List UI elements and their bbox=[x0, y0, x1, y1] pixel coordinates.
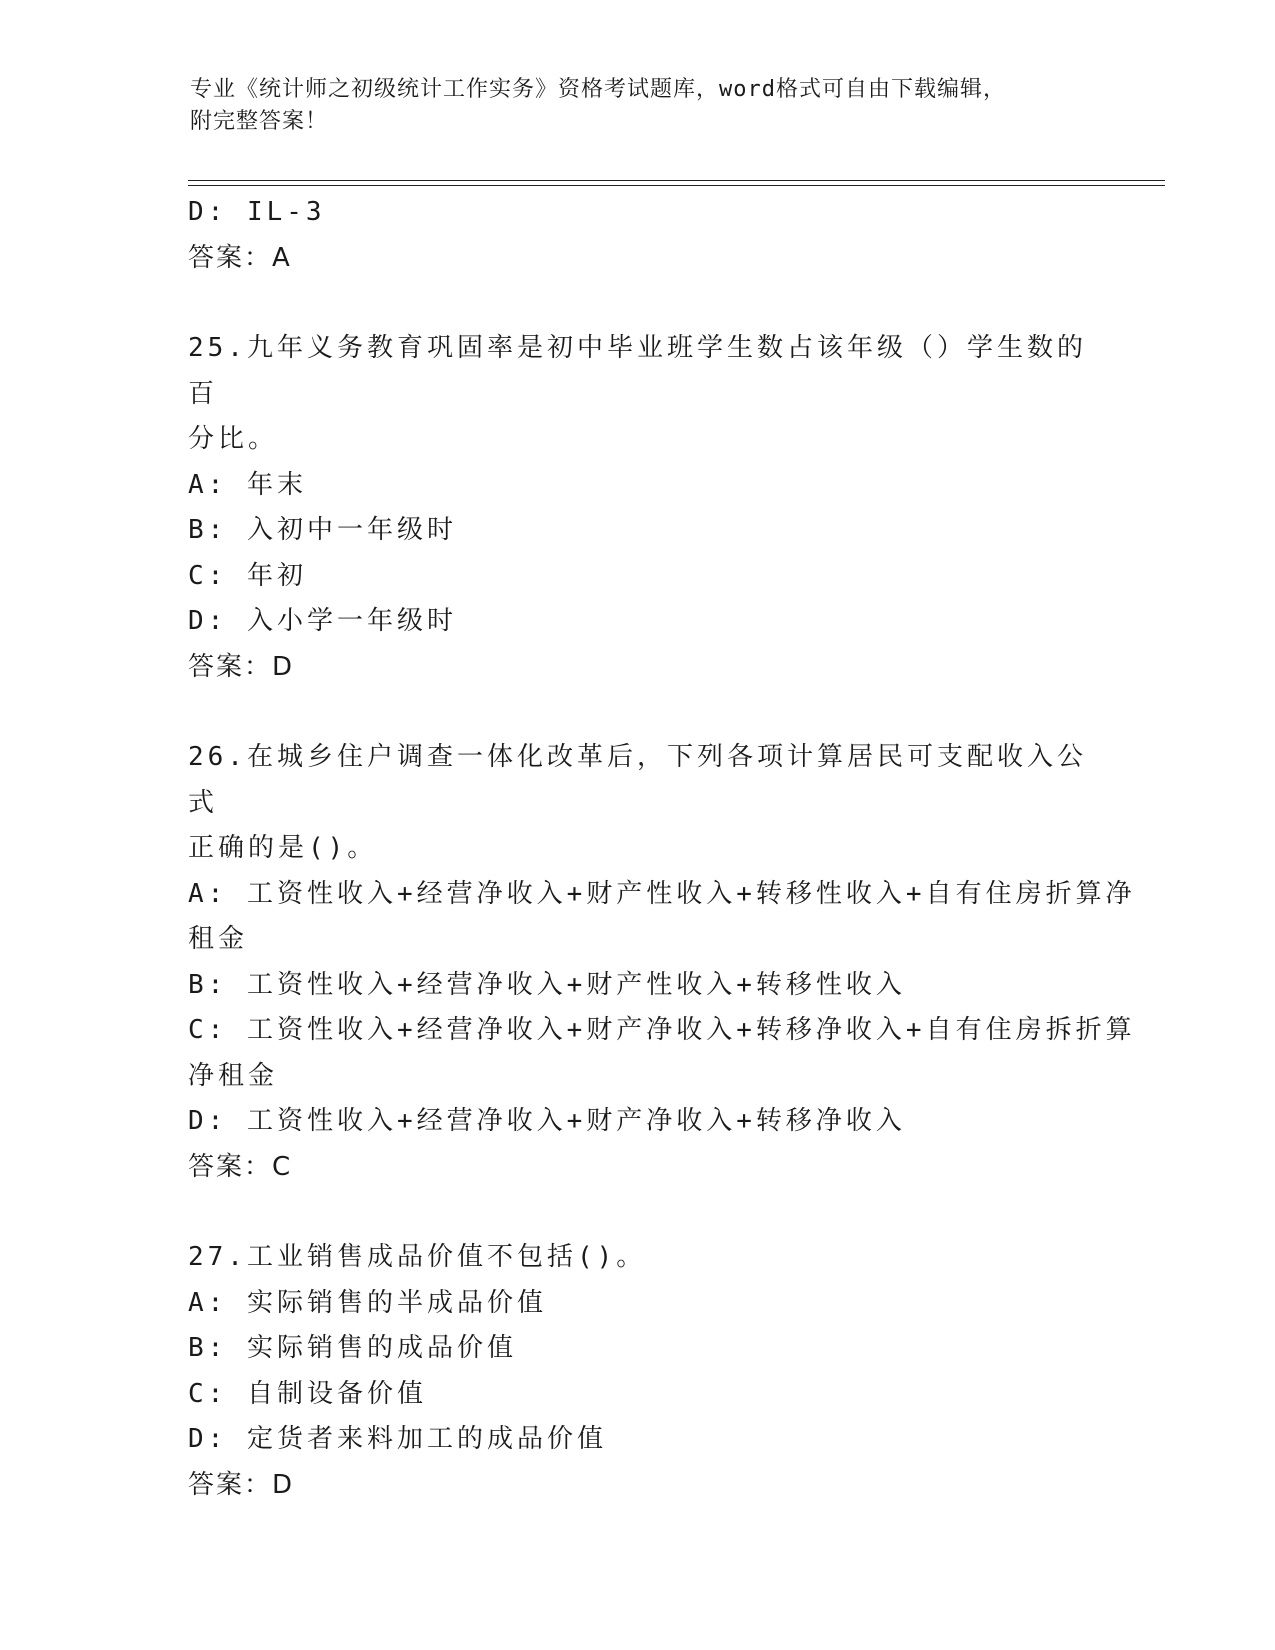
option-b: B: 工资性收入+经营净收入+财产性收入+转移性收入 bbox=[188, 969, 906, 1000]
option-b: B: 实际销售的成品价值 bbox=[188, 1333, 517, 1363]
question-stem-line-1: 25.九年义务教育巩固率是初中毕业班学生数占该年级（）学生数的百 bbox=[188, 333, 1087, 409]
header-rule-bottom bbox=[188, 185, 1165, 186]
option-a: A: 工资性收入+经营净收入+财产性收入+转移性收入+自有住房折算净 bbox=[188, 878, 1136, 909]
question-27 bbox=[188, 1235, 1088, 1508]
option-c: C: 年初 bbox=[188, 560, 307, 591]
option-d: D: 定货者来料加工的成品价值 bbox=[188, 1424, 607, 1454]
option-c: C: 工资性收入+经营净收入+财产净收入+转移净收入+自有住房拆折算 bbox=[188, 1015, 1136, 1045]
document-header bbox=[190, 74, 1090, 138]
question-26 bbox=[188, 735, 1136, 1190]
header-rule-top bbox=[188, 180, 1165, 181]
option-c: C: 自制设备价值 bbox=[188, 1378, 427, 1409]
question-stem-line-1: 26.在城乡住户调查一体化改革后，下列各项计算居民可支配收入公式 bbox=[188, 742, 1087, 818]
answer-line: 答案：C bbox=[188, 1151, 293, 1182]
option-d: D: 工资性收入+经营净收入+财产净收入+转移净收入 bbox=[188, 1106, 906, 1136]
option-d: D: 入小学一年级时 bbox=[188, 606, 457, 636]
option-a: A: 实际销售的半成品价值 bbox=[188, 1287, 547, 1318]
answer-line: 答案：A bbox=[188, 242, 292, 273]
question-stem-line-2: 分比。 bbox=[188, 424, 279, 454]
option-c-continued: 净租金 bbox=[188, 1060, 279, 1091]
header-line-1: 专业《统计师之初级统计工作实务》资格考试题库，word格式可自由下载编辑， bbox=[190, 77, 1006, 102]
option-d: D: IL-3 bbox=[188, 197, 326, 227]
question-25 bbox=[188, 326, 1088, 690]
question-stem-line-2: 正确的是()。 bbox=[188, 833, 378, 863]
header-line-2: 附完整答案！ bbox=[190, 109, 329, 134]
option-a: A: 年末 bbox=[188, 469, 307, 500]
answer-line: 答案：D bbox=[188, 1469, 295, 1500]
question-stem-line-1: 27.工业销售成品价值不包括()。 bbox=[188, 1242, 647, 1272]
prev-question-tail bbox=[188, 190, 1088, 281]
question-content bbox=[188, 190, 1136, 1508]
option-a-continued: 租金 bbox=[188, 924, 249, 954]
option-b: B: 入初中一年级时 bbox=[188, 515, 457, 545]
answer-line: 答案：D bbox=[188, 651, 295, 682]
